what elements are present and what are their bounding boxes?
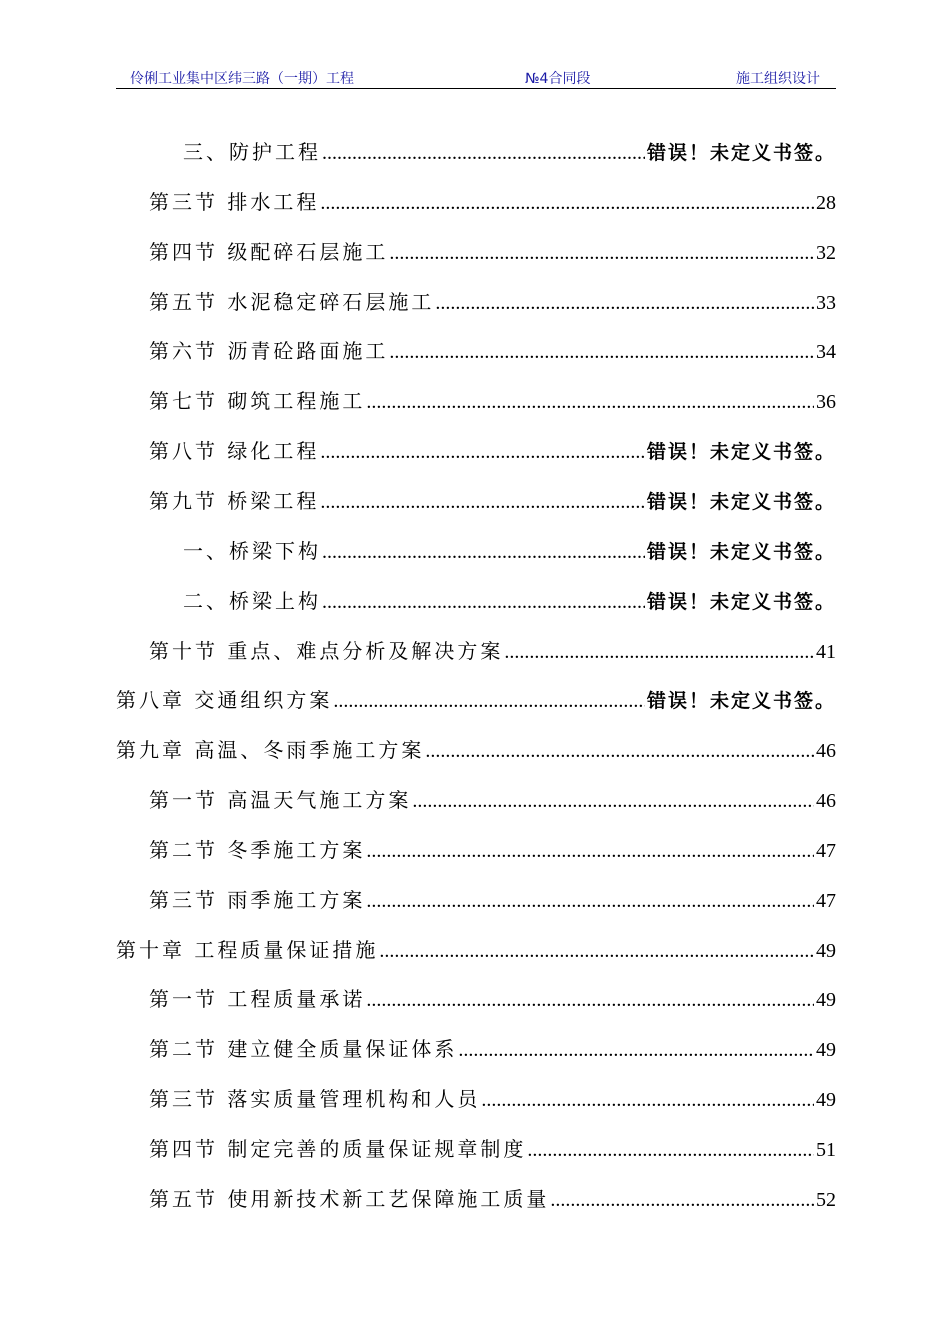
toc-page-number: 52 <box>816 1188 836 1211</box>
toc-entry[interactable] <box>149 435 836 465</box>
toc-entry-title: 二、桥梁上构 <box>183 588 321 613</box>
toc-entry[interactable] <box>149 884 836 914</box>
toc-entry-title: 第五节 使用新技术新工艺保障施工质量 <box>149 1186 550 1211</box>
toc-page-number: 49 <box>816 989 836 1012</box>
toc-dot-leader <box>366 391 814 414</box>
toc-entry-title: 第六节 沥青砼路面施工 <box>149 339 389 364</box>
toc-entry-title: 第九章 高温、冬雨季施工方案 <box>116 738 425 763</box>
toc-page-number: 41 <box>816 640 836 663</box>
toc-entry[interactable] <box>149 385 836 415</box>
toc-dot-leader <box>389 341 814 364</box>
toc-page-number: 49 <box>816 1039 836 1062</box>
toc-entry[interactable] <box>116 934 836 964</box>
toc-dot-leader <box>412 790 814 813</box>
toc-entry-title: 第五节 水泥稳定碎石层施工 <box>149 289 435 314</box>
toc-bookmark-error: 错误！未定义书签。 <box>646 142 836 164</box>
toc-page-number: 49 <box>816 1089 836 1112</box>
toc-dot-leader <box>322 142 645 165</box>
toc-bookmark-error: 错误！未定义书签。 <box>646 540 836 563</box>
toc-dot-leader <box>389 242 814 265</box>
header-project-name: 伶俐工业集中区纬三路（一期）工程 <box>130 71 354 87</box>
toc-page-number: 46 <box>816 740 836 763</box>
toc-page-number: 51 <box>816 1139 836 1161</box>
toc-entry[interactable] <box>183 136 836 166</box>
toc-entry-title: 第三节 落实质量管理机构和人员 <box>149 1087 481 1112</box>
toc-entry-title: 第七节 砌筑工程施工 <box>149 389 366 414</box>
toc-page-number: 47 <box>816 839 836 862</box>
toc-entry[interactable] <box>183 585 836 615</box>
toc-entry[interactable] <box>149 335 836 365</box>
toc-entry-title: 第四节 制定完善的质量保证规章制度 <box>149 1137 527 1161</box>
toc-entry[interactable] <box>149 635 836 665</box>
toc-entry[interactable] <box>149 186 836 216</box>
toc-dot-leader <box>322 541 645 564</box>
toc-entry-title: 第三节 排水工程 <box>149 189 320 214</box>
toc-page-number: 34 <box>816 341 836 364</box>
toc-entry[interactable] <box>149 485 836 515</box>
toc-bookmark-error: 错误！未定义书签。 <box>646 490 836 513</box>
header-document-type: 施工组织设计 <box>736 71 820 87</box>
toc-entry[interactable] <box>149 236 836 266</box>
toc-page-number: 47 <box>816 889 836 912</box>
toc-entry-title: 第八节 绿化工程 <box>149 439 320 464</box>
toc-entry-title: 第三节 雨季施工方案 <box>149 887 366 912</box>
toc-entry-title: 三、防护工程 <box>183 140 321 164</box>
toc-bookmark-error: 错误！未定义书签。 <box>646 690 836 713</box>
header-contract-section: №4合同段 <box>525 71 591 87</box>
toc-page-number: 46 <box>816 790 836 813</box>
toc-dot-leader <box>320 491 645 514</box>
toc-dot-leader <box>379 940 814 963</box>
toc-entry[interactable] <box>149 1033 836 1063</box>
toc-entry-title: 第十章 工程质量保证措施 <box>116 937 379 962</box>
toc-entry-title: 第二节 冬季施工方案 <box>149 837 366 862</box>
toc-dot-leader <box>425 740 814 763</box>
toc-dot-leader <box>481 1089 814 1112</box>
toc-page-number: 28 <box>816 191 836 214</box>
toc-dot-leader <box>550 1189 814 1212</box>
toc-entry[interactable] <box>149 1083 836 1113</box>
toc-dot-leader <box>527 1139 814 1162</box>
toc-dot-leader <box>333 690 645 713</box>
toc-dot-leader <box>320 441 645 464</box>
toc-bookmark-error: 错误！未定义书签。 <box>646 590 836 613</box>
toc-bookmark-error: 错误！未定义书签。 <box>646 441 836 464</box>
toc-entry[interactable] <box>183 535 836 565</box>
toc-dot-leader <box>322 591 645 614</box>
toc-entry-title: 第二节 建立健全质量保证体系 <box>149 1037 458 1062</box>
toc-page-number: 36 <box>816 391 836 414</box>
toc-page-number: 49 <box>816 939 836 962</box>
toc-page-number: 32 <box>816 241 836 264</box>
toc-dot-leader <box>458 1039 814 1062</box>
toc-entry[interactable] <box>149 1183 836 1213</box>
toc-entry-title: 第四节 级配碎石层施工 <box>149 239 389 264</box>
toc-entry-title: 第九节 桥梁工程 <box>149 488 320 513</box>
toc-entry[interactable] <box>116 734 836 764</box>
toc-entry-title: 第十节 重点、难点分析及解决方案 <box>149 638 504 663</box>
toc-dot-leader <box>366 989 814 1012</box>
toc-entry[interactable] <box>149 834 836 864</box>
toc-dot-leader <box>435 292 814 315</box>
toc-entry[interactable] <box>149 784 836 814</box>
toc-dot-leader <box>366 890 814 913</box>
toc-entry-title: 第一节 工程质量承诺 <box>149 987 366 1012</box>
page-header <box>116 66 836 89</box>
toc-dot-leader <box>504 641 814 664</box>
toc-entry-title: 第八章 交通组织方案 <box>116 688 333 713</box>
toc-entry[interactable] <box>149 1133 836 1163</box>
toc-entry-title: 第一节 高温天气施工方案 <box>149 788 412 813</box>
toc-entry[interactable] <box>116 684 836 714</box>
toc-page-number: 33 <box>816 291 836 314</box>
toc-entry[interactable] <box>149 286 836 316</box>
toc-entry[interactable] <box>149 983 836 1013</box>
toc-dot-leader <box>366 840 814 863</box>
toc-entry-title: 一、桥梁下构 <box>183 538 321 563</box>
toc-dot-leader <box>320 192 814 215</box>
